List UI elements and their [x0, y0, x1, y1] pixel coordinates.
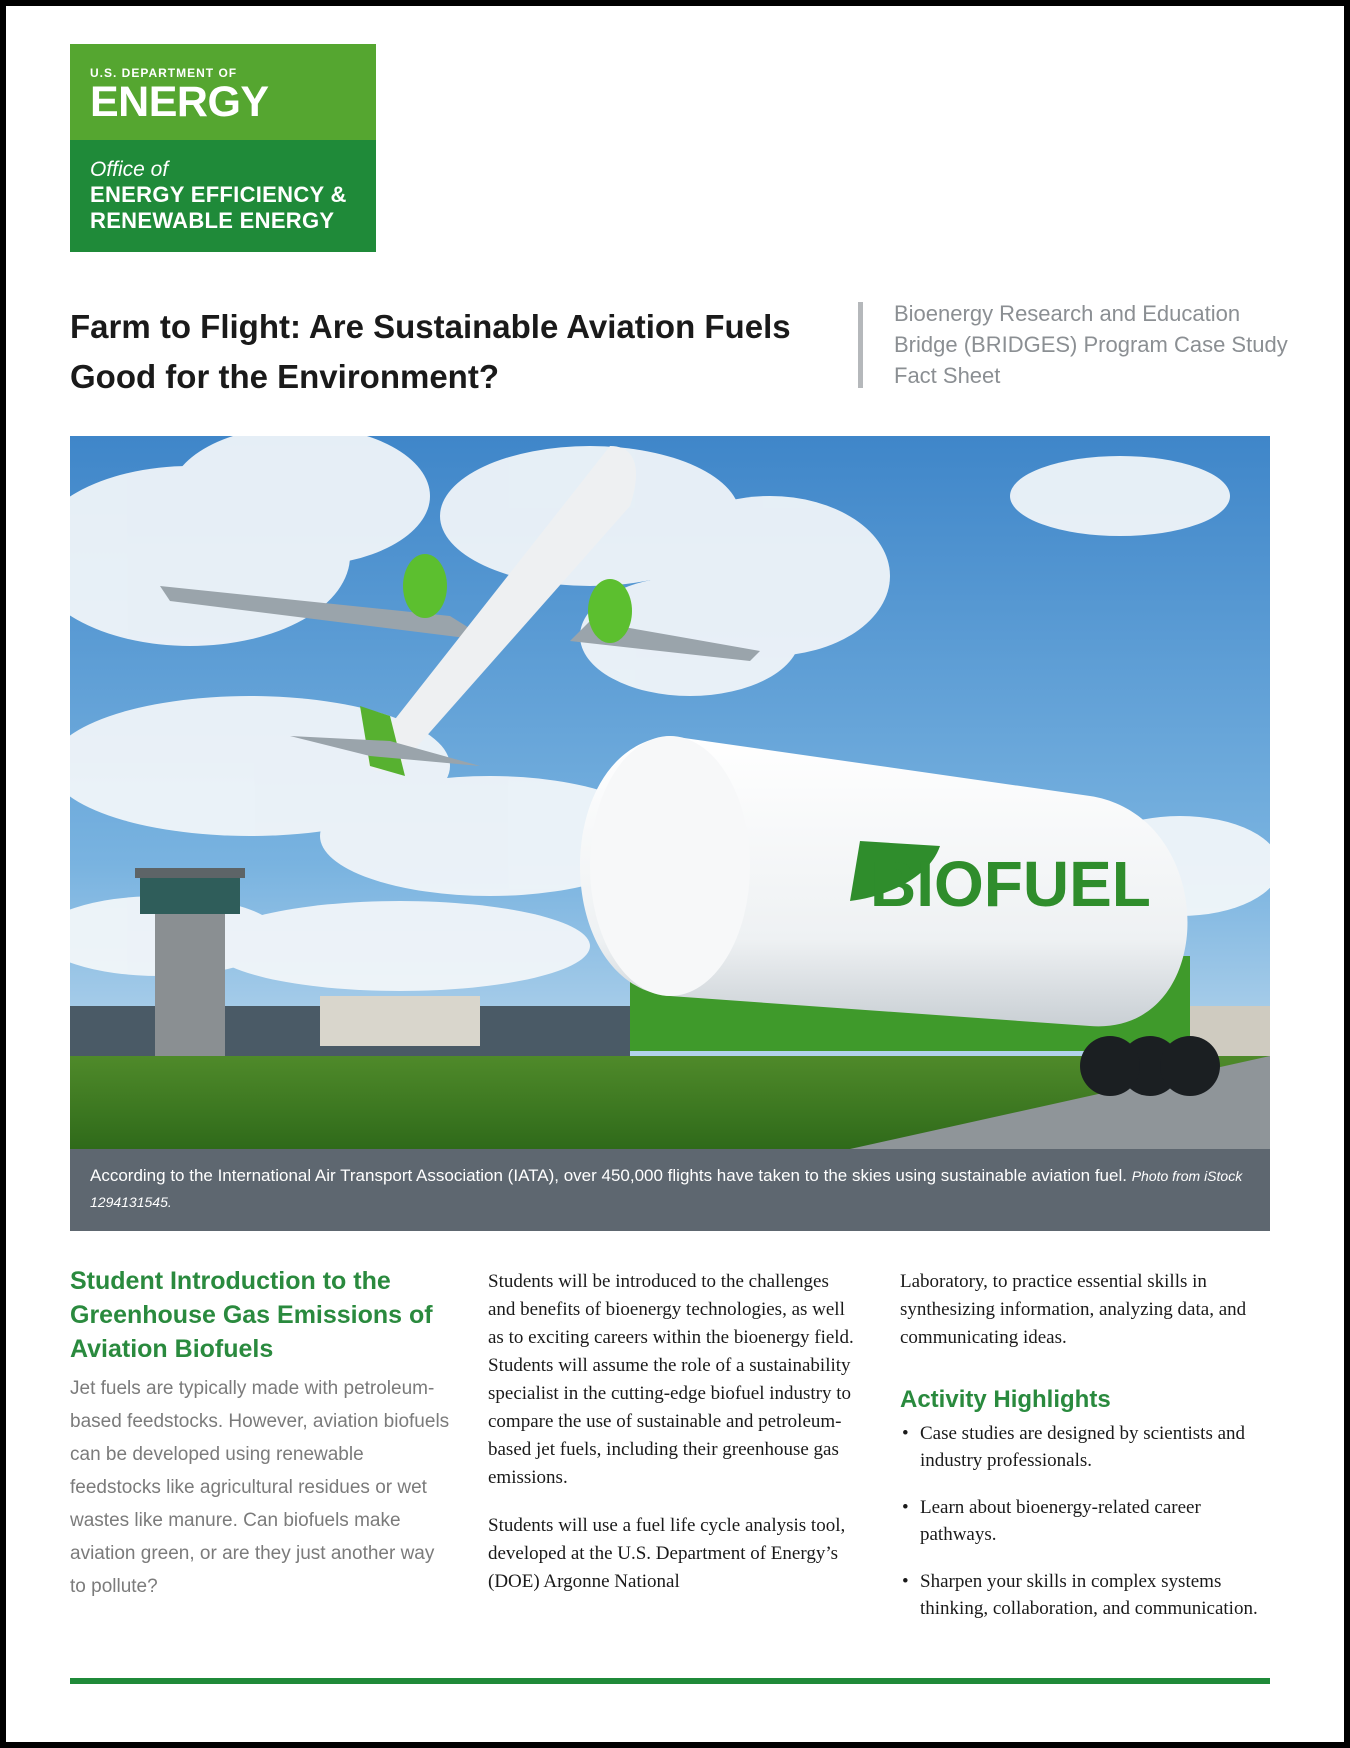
logo-eere-name — [90, 182, 376, 234]
logo-department: U.S. DEPARTMENT OF — [90, 66, 238, 80]
photo-caption — [70, 1149, 1270, 1231]
bottom-rule — [70, 1678, 1270, 1684]
photo-credit: Photo from iStock 1294131545. — [90, 1168, 1243, 1210]
hero-photo — [70, 436, 1270, 1210]
logo-eere-line1: ENERGY EFFICIENCY & — [90, 182, 347, 207]
title-divider — [858, 302, 863, 388]
doe-eere-logo — [70, 44, 376, 252]
right-column — [900, 1268, 1280, 1642]
logo-bottom-band — [70, 140, 376, 252]
list-item: • Learn about bioenergy-related career pathways. — [900, 1494, 1280, 1548]
intro-heading: Student Introduction to the Greenhouse Gas Emissions of Aviation Biofuels — [70, 1267, 433, 1363]
intro-body: Jet fuels are typically made with petroleum-based feedstocks. However, aviation biofuels can be developed using renewable feedstocks like agricultural residues or wet wastes like manure. Can biofuels make aviation green, or are they just another way to pollute? — [70, 1378, 450, 1597]
logo-eere-line2: RENEWABLE ENERGY — [90, 208, 335, 233]
middle-paragraph-2: Students will use a fuel life cycle analysis tool, developed at the U.S. Department of Energy’s (DOE) Argonne National — [488, 1515, 846, 1592]
page-subtitle: Bioenergy Research and Education Bridge (BRIDGES) Program Case Study Fact Sheet — [894, 301, 1288, 388]
list-item: • Case studies are designed by scientists and industry professionals. — [900, 1420, 1280, 1474]
logo-office-of: Office of — [90, 158, 169, 181]
logo-top-band — [70, 44, 376, 140]
activity-highlights-list — [900, 1420, 1280, 1622]
logo-energy-wordmark: ENERGY — [90, 78, 269, 126]
caption-text: According to the International Air Transport Association (IATA), over 450,000 flights have taken to the skies using sustainable aviation fuel. — [90, 1166, 1127, 1185]
right-paragraph-1: Laboratory, to practice essential skills in synthesizing information, analyzing data, and communicating ideas. — [900, 1271, 1247, 1348]
fact-sheet-page — [6, 6, 1344, 1742]
tanker-biofuel-text: BIOFUEL — [870, 848, 1151, 920]
middle-column — [488, 1268, 858, 1616]
activity-highlights-heading: Activity Highlights — [900, 1386, 1111, 1413]
page-title: Farm to Flight: Are Sustainable Aviation Fuels Good for the Environment? — [70, 308, 791, 395]
middle-paragraph-1: Students will be introduced to the challenges and benefits of bioenergy technologies, as well as to exciting careers within the bioenergy field. Students will assume the role of a sustainability specialist in the cutting-edge biofuel industry to compare the use of sustainable and petroleum-based jet fuels, including their greenhouse gas emissions. — [488, 1271, 854, 1488]
hero-illustration — [70, 436, 1270, 1149]
intro-column — [70, 1264, 450, 1603]
list-item: • Sharpen your skills in complex systems thinking, collaboration, and communication. — [900, 1568, 1280, 1622]
